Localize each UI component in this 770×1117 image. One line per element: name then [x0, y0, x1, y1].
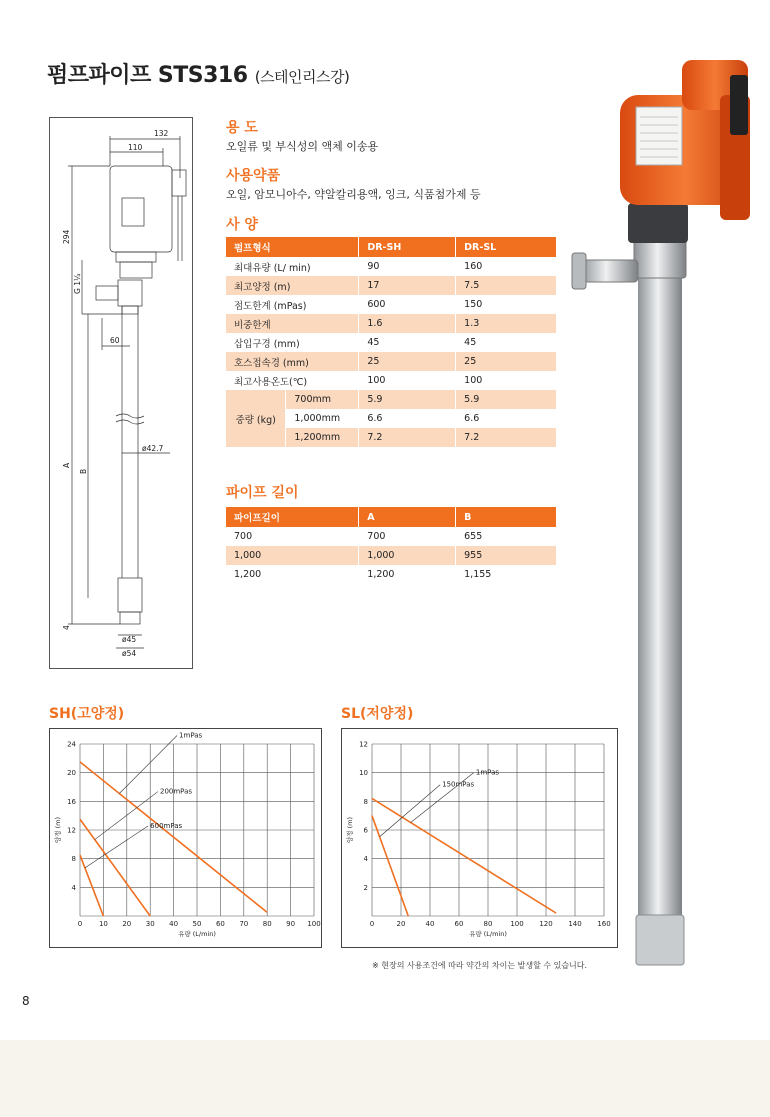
pipe-header-len: 파이프길이	[226, 507, 359, 527]
series-label-200mPas: 200mPas	[159, 787, 193, 796]
weight-sl: 6.6	[456, 409, 557, 428]
table-row	[226, 257, 557, 276]
spec-row-sl: 160	[456, 257, 557, 276]
dim-g-label: G 1¼	[73, 273, 82, 294]
page-title	[47, 58, 349, 89]
table-row	[226, 314, 557, 333]
pipe-b: 1,155	[456, 565, 557, 584]
weight-sh: 6.6	[359, 409, 456, 428]
pipe-heading: 파이프 길이	[226, 485, 299, 501]
x-tick-label: 0	[77, 920, 83, 928]
liquids-text: 오일, 암모니아수, 약알칼리용액, 잉크, 식품첨가제 등	[226, 188, 481, 201]
spec-row-sl: 7.5	[456, 276, 557, 295]
spec-row-sl: 150	[456, 295, 557, 314]
x-tick-label: 120	[539, 920, 553, 928]
weight-len: 1,000mm	[286, 409, 359, 428]
spec-heading: 사 양	[226, 217, 258, 233]
spec-header-type: 펌프형식	[226, 237, 359, 257]
spec-row-label: 최대유량 (L/ min)	[226, 257, 359, 276]
pipe-a: 1,200	[359, 565, 456, 584]
pipe-a: 700	[359, 527, 456, 546]
series-line-150mPas	[372, 816, 408, 916]
spec-row-label: 비중한계	[226, 314, 359, 333]
table-row	[226, 527, 557, 546]
table-row	[226, 371, 557, 390]
y-axis-label: 양정 (m)	[346, 816, 354, 844]
weight-len: 1,200mm	[286, 428, 359, 447]
spec-row-sl: 25	[456, 352, 557, 371]
table-row	[226, 333, 557, 352]
spec-table	[226, 237, 557, 447]
y-tick-label: 16	[67, 797, 76, 806]
table-row	[226, 295, 557, 314]
weight-sh: 5.9	[359, 390, 456, 409]
sh-chart-box	[49, 728, 322, 948]
spec-row-label: 삽입구경 (mm)	[226, 333, 359, 352]
spec-row-sl: 100	[456, 371, 557, 390]
x-tick-label: 80	[483, 920, 493, 928]
footnote: ※ 현장의 사용조건에 따라 약간의 차이는 발생할 수 있습니다.	[372, 961, 588, 970]
series-line-1mPas	[372, 798, 556, 913]
technical-drawing	[49, 117, 193, 669]
pump-outlet	[580, 260, 638, 282]
page-number: 8	[22, 994, 30, 1008]
table-row	[226, 565, 557, 584]
x-tick-label: 60	[215, 920, 225, 928]
spec-header-sl: DR-SL	[456, 237, 557, 257]
x-tick-label: 100	[307, 920, 321, 928]
spec-row-label: 최고양정 (m)	[226, 276, 359, 295]
y-tick-label: 12	[67, 826, 76, 835]
x-tick-label: 30	[145, 920, 155, 928]
sl-chart-title: SL(저양정)	[341, 706, 414, 722]
bottom-band	[0, 1040, 770, 1117]
spec-row-sh: 25	[359, 352, 456, 371]
spec-row-sh: 1.6	[359, 314, 456, 333]
x-tick-label: 100	[510, 920, 524, 928]
y-tick-label: 10	[359, 769, 368, 778]
usage-text: 오일류 및 부식성의 액체 이송용	[226, 140, 379, 153]
table-row	[226, 546, 557, 565]
y-tick-label: 24	[67, 740, 76, 749]
y-tick-label: 20	[67, 769, 76, 778]
pipe-table	[226, 507, 557, 584]
x-tick-label: 140	[568, 920, 582, 928]
pump-label-plate	[636, 107, 682, 165]
pump-coupling	[628, 203, 688, 243]
y-axis-label: 양정 (m)	[54, 816, 62, 844]
x-tick-label: 10	[98, 920, 108, 928]
weight-sh: 7.2	[359, 428, 456, 447]
x-tick-label: 20	[122, 920, 132, 928]
x-tick-label: 80	[262, 920, 272, 928]
spec-row-label: 점도한계 (mPas)	[226, 295, 359, 314]
y-tick-label: 12	[359, 740, 368, 749]
x-axis-label: 유량 (L/min)	[178, 930, 216, 938]
pipe-b: 655	[456, 527, 557, 546]
dim-132-label: 132	[154, 129, 169, 138]
spec-row-sh: 90	[359, 257, 456, 276]
spec-header-row	[226, 237, 557, 257]
series-label-600mPas: 600mPas	[150, 821, 183, 830]
dim-294-label: 294	[62, 229, 71, 244]
sl-chart	[342, 729, 617, 947]
pipe-header-b: B	[456, 507, 557, 527]
x-tick-label: 0	[369, 920, 375, 928]
spec-row-sh: 17	[359, 276, 456, 295]
table-row	[226, 276, 557, 295]
pipe-len: 700	[226, 527, 359, 546]
x-tick-label: 90	[286, 920, 296, 928]
x-tick-label: 60	[454, 920, 464, 928]
spec-row-label: 최고사용온도(℃)	[226, 371, 359, 390]
sl-chart-box	[341, 728, 618, 948]
weight-len: 700mm	[286, 390, 359, 409]
dim-45-label: ø45	[122, 635, 137, 644]
spec-row-sh: 45	[359, 333, 456, 352]
y-tick-label: 8	[71, 855, 76, 864]
sh-chart	[50, 729, 321, 947]
y-tick-label: 2	[363, 883, 368, 892]
dim-b-label: B	[79, 468, 88, 474]
pipe-len: 1,200	[226, 565, 359, 584]
y-tick-label: 4	[71, 883, 76, 892]
pump-pipe	[638, 235, 682, 965]
series-label-1mPas: 1mPas	[475, 768, 500, 777]
weight-label: 중량 (kg)	[226, 390, 286, 447]
weight-sl: 7.2	[456, 428, 557, 447]
pipe-a: 1,000	[359, 546, 456, 565]
series-label-150mPas: 150mPas	[442, 780, 475, 789]
x-tick-label: 50	[192, 920, 202, 928]
spec-row-sh: 600	[359, 295, 456, 314]
y-tick-label: 8	[363, 797, 368, 806]
x-tick-label: 20	[396, 920, 406, 928]
liquids-heading: 사용약품	[226, 168, 281, 184]
series-line-200mPas	[80, 819, 150, 916]
pipe-b: 955	[456, 546, 557, 565]
spec-row-sl: 45	[456, 333, 557, 352]
pipe-header-a: A	[359, 507, 456, 527]
x-axis-label: 유량 (L/min)	[469, 930, 507, 938]
dim-4-label: 4	[62, 625, 71, 630]
series-leader-600mPas	[85, 826, 148, 868]
page-title-sub: (스테인리스강)	[254, 68, 350, 86]
sh-chart-title: SH(고양정)	[49, 706, 125, 722]
y-tick-label: 6	[363, 826, 368, 835]
series-label-1mPas: 1mPas	[179, 731, 203, 740]
dim-60-label: 60	[110, 336, 120, 345]
pipe-len: 1,000	[226, 546, 359, 565]
pipe-header-row	[226, 507, 557, 527]
series-leader-150mPas	[380, 785, 441, 837]
dim-a-label: A	[62, 462, 71, 468]
dim-427-label: ø42.7	[142, 444, 164, 453]
series-line-600mPas	[80, 855, 103, 916]
table-row	[226, 390, 557, 409]
spec-row-label: 호스접속경 (mm)	[226, 352, 359, 371]
x-tick-label: 40	[425, 920, 435, 928]
x-tick-label: 160	[597, 920, 611, 928]
spec-header-sh: DR-SH	[359, 237, 456, 257]
spec-row-sh: 100	[359, 371, 456, 390]
x-tick-label: 70	[239, 920, 249, 928]
x-tick-label: 40	[169, 920, 179, 928]
y-tick-label: 4	[363, 855, 368, 864]
pump-drawing-svg	[50, 118, 192, 668]
weight-sl: 5.9	[456, 390, 557, 409]
table-row	[226, 352, 557, 371]
usage-heading: 용 도	[226, 120, 258, 136]
spec-row-sl: 1.3	[456, 314, 557, 333]
page-title-main: 펌프파이프 STS316	[47, 63, 248, 88]
dim-54-label: ø54	[122, 649, 137, 658]
dim-110-label: 110	[128, 143, 143, 152]
